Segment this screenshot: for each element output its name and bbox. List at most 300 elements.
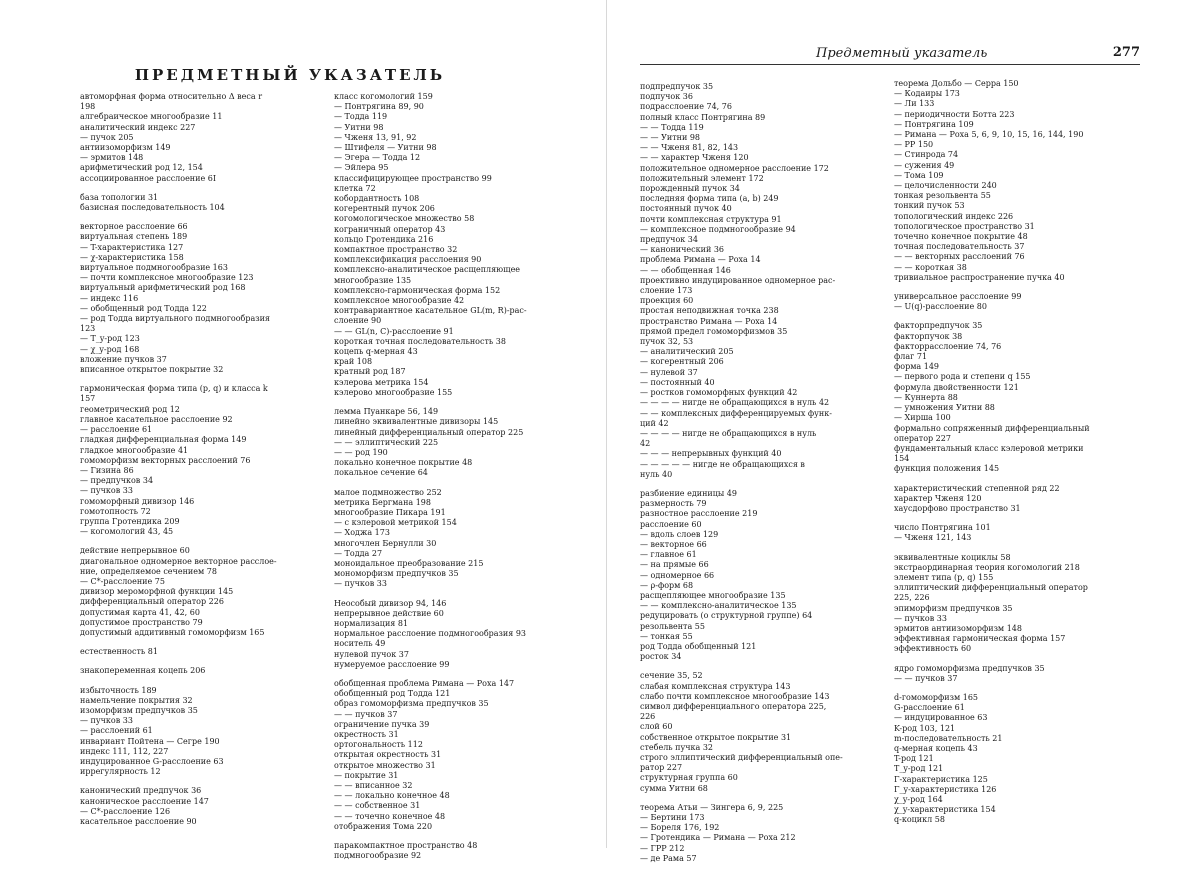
index-entry: каноническое расслоение 147 [80, 796, 209, 806]
index-entry: эффективная гармоническая форма 157 [894, 634, 1066, 644]
index-entry: сечение 35, 52 [640, 671, 703, 681]
index-entry: — — вписанное 32 [334, 781, 413, 790]
index-entry: — одномерное 66 [640, 570, 715, 580]
index-group [80, 193, 330, 213]
index-entry: — пучков 33 [80, 716, 133, 726]
index-entry: факторпучок 38 [894, 331, 963, 341]
index-entry: — Бореля 176, 192 [640, 823, 720, 833]
index-entry: подпредпучок 35 [640, 82, 714, 91]
index-entry: сумма Уитни 68 [640, 783, 708, 793]
index-entry: — T-характеристика 127 [80, 242, 184, 252]
index-entry: тривиальное распространение пучка 40 [894, 272, 1065, 282]
index-entry: векторное расслоение 66 [80, 222, 188, 232]
index-entry: ограничение пучка 39 [334, 719, 430, 729]
index-entry: пучок 32, 53 [640, 337, 694, 347]
index-entry: — Штифеля — Уитни 98 [334, 143, 437, 153]
index-entry: — Куннерта 88 [894, 392, 958, 402]
index-entry: строго эллиптический дифференциальный опе- [640, 753, 843, 762]
index-entry: — — пучков 37 [334, 709, 398, 719]
index-entry: — — GL(n, C)-расслоение 91 [334, 326, 454, 336]
index-entry: эллиптический дифференциальный оператор [894, 583, 1088, 593]
index-entry: прямой предел гомоморфизмов 35 [640, 326, 788, 336]
index-entry: точная последовательность 37 [894, 242, 1025, 252]
index-entry: K-род 103, 121 [894, 723, 956, 733]
index-entry: гомоморфный дивизор 146 [80, 496, 195, 506]
index-entry: гладкая дифференциальная форма 149 [80, 435, 247, 445]
index-group [894, 484, 1144, 515]
index-group [80, 686, 330, 778]
index-group [640, 671, 890, 793]
index-entry: — — — — нигде не обращающихся в нуль [640, 428, 817, 438]
index-entry: простая неподвижная точка 238 [640, 306, 779, 316]
index-entry: окрестность 31 [334, 729, 399, 739]
index-entry: — ρ-форм 68 [640, 580, 694, 590]
index-entry: — когомологий 43, 45 [80, 527, 174, 537]
index-entry: — — — — — нигде не обращающихся в [640, 459, 805, 469]
index-entry: слоение 173 [640, 286, 693, 296]
index-entry: — χ-характеристика 158 [80, 252, 184, 262]
index-entry: нормализация 81 [334, 618, 409, 628]
index-entry: 154 [894, 454, 910, 464]
index-entry: образ гомоморфизма предпучков 35 [334, 699, 489, 709]
index-entry: 226 [640, 712, 656, 722]
index-entry: линейно эквивалентные дивизоры 145 [334, 417, 499, 427]
index-entry: оператор 227 [894, 433, 951, 443]
running-head-title: Предметный указатель [816, 46, 988, 61]
index-entry: — Эйлера 95 [334, 163, 389, 173]
index-column-3 [640, 82, 890, 873]
index-entry: кратный род 187 [334, 367, 406, 377]
index-entry: кограничный оператор 43 [334, 224, 446, 234]
index-entry: короткая точная последовательность 38 [334, 336, 506, 346]
index-entry: полный класс Понтрягина 89 [640, 112, 766, 122]
index-group [334, 488, 596, 590]
index-entry: отображения Тома 220 [334, 821, 433, 831]
index-entry: — Понтрягина 109 [894, 119, 974, 129]
index-entry: изоморфизм предпучков 35 [80, 705, 198, 715]
index-entry: действие непрерывное 60 [80, 546, 190, 556]
index-entry: алгебраическое многообразие 11 [80, 112, 223, 122]
index-entry: паракомпактное пространство 48 [334, 841, 478, 851]
index-entry: почти комплексная структура 91 [640, 214, 782, 224]
running-header [640, 42, 1140, 65]
index-entry: диагональное одномерное векторное расслое- [80, 556, 277, 566]
index-group [894, 553, 1144, 655]
index-entry: q-коцикл 58 [894, 815, 945, 825]
index-entry: слоение 90 [334, 316, 382, 326]
index-entry: подрасслоение 74, 76 [640, 102, 732, 112]
index-entry: — Эгера — Тодда 12 [334, 153, 421, 163]
index-entry: — первого рода и степени q 155 [894, 372, 1031, 382]
index-entry: 123 [80, 324, 96, 334]
index-entry: резольвента 55 [640, 621, 705, 631]
index-entry: формально сопряженный дифференциальный [894, 423, 1090, 433]
index-entry: характеристический степенной ряд 22 [894, 483, 1060, 493]
index-entry: род Тодда обобщенный 121 [640, 641, 757, 651]
index-entry: кобордантность 108 [334, 194, 420, 204]
index-entry: индуцированное G-расслоение 63 [80, 756, 224, 766]
index-entry: виртуальное подмногообразие 163 [80, 263, 228, 273]
index-entry: Γ_y-характеристика 126 [894, 784, 997, 794]
index-entry: проекция 60 [640, 296, 694, 306]
index-entry: нумеруемое расслоение 99 [334, 659, 450, 669]
index-entry: естественность 81 [80, 647, 158, 657]
index-entry: T_y-род 121 [894, 764, 944, 774]
index-entry: — сужения 49 [894, 160, 955, 170]
index-entry: — обобщенный род Тодда 122 [80, 303, 207, 313]
index-entry: — аналитический 205 [640, 347, 734, 357]
index-entry: q-мерная коцепь 43 [894, 743, 978, 753]
index-entry: — Понтрягина 89, 90 [334, 102, 424, 112]
index-entry: — — короткая 38 [894, 262, 967, 272]
index-entry: — род Тодда виртуального подмногообразия [80, 314, 270, 324]
index-entry: гомоморфизм векторных расслоений 76 [80, 455, 251, 465]
index-entry: допустимый аддитивный гомоморфизм 165 [80, 627, 265, 637]
index-entry: — — обобщенная 146 [640, 265, 731, 275]
index-group [80, 546, 330, 638]
index-entry: многообразие Пикара 191 [334, 507, 446, 517]
index-entry: вложение пучков 37 [80, 354, 167, 364]
index-entry: допустимая карта 41, 42, 60 [80, 607, 200, 617]
index-entry: тонкая резольвента 55 [894, 191, 991, 201]
index-entry: локальное сечение 64 [334, 468, 428, 478]
index-entry: редуцировать (о структурной группе) 64 [640, 611, 813, 621]
index-entry: комплексно-гармоническая форма 152 [334, 285, 501, 295]
index-entry: слабая комплексная структура 143 [640, 681, 791, 691]
index-entry: открытая окрестность 31 [334, 750, 442, 760]
index-entry: — целочисленности 240 [894, 181, 997, 191]
index-entry: — канонический 36 [640, 245, 725, 255]
index-entry: предпучок 34 [640, 235, 698, 245]
index-entry: локально конечное покрытие 48 [334, 458, 473, 468]
index-entry: эпиморфизм предпучков 35 [894, 603, 1013, 613]
index-entry: малое подмножество 252 [334, 487, 442, 497]
index-entry: край 108 [334, 357, 373, 367]
index-entry: — на прямые 66 [640, 560, 709, 570]
index-entry: лемма Пуанкаре 56, 149 [334, 407, 439, 417]
index-entry: главное касательное расслоение 92 [80, 414, 233, 424]
index-entry: — Тодда 119 [334, 112, 388, 122]
index-entry: обобщенная проблема Римана — Роха 147 [334, 678, 515, 688]
index-entry: — Стинрода 74 [894, 150, 959, 160]
index-entry: слабо почти комплексное многообразие 143 [640, 691, 830, 701]
index-entry: — — комплексно-аналитическое 135 [640, 601, 797, 611]
index-entry: вписанное открытое покрытие 32 [80, 365, 224, 375]
index-entry: 225, 226 [894, 593, 930, 603]
index-entry: когомологическое множество 58 [334, 214, 475, 224]
index-entry: подпучок 36 [640, 92, 693, 102]
index-entry: канонический предпучок 36 [80, 786, 202, 796]
index-group [334, 679, 596, 832]
index-entry: — — Уитни 98 [640, 133, 701, 143]
index-column-4 [894, 79, 1144, 835]
index-entry: кэлерово многообразие 155 [334, 387, 453, 397]
index-entry: — Хирша 100 [894, 413, 951, 423]
index-entry: d-гомоморфизм 165 [894, 692, 979, 702]
index-entry: моноидальное преобразование 215 [334, 558, 484, 568]
index-entry: коцепь q-мерная 43 [334, 347, 418, 357]
index-entry: — покрытие 31 [334, 770, 399, 780]
index-entry: геометрический род 12 [80, 404, 180, 414]
index-entry: автоморфная форма относительно Δ веса r [80, 92, 263, 101]
index-entry: топологическое пространство 31 [894, 221, 1035, 231]
index-entry: — тонкая 55 [640, 631, 693, 641]
index-entry: многочлен Бернулли 30 [334, 538, 437, 548]
index-entry: подмногообразие 92 [334, 851, 422, 861]
index-entry: обобщенный род Тодда 121 [334, 689, 451, 699]
index-entry: когерентный пучок 206 [334, 204, 435, 214]
index-entry: — — точечно конечное 48 [334, 811, 446, 821]
index-entry: — индуцированное 63 [894, 713, 988, 723]
index-group [334, 599, 596, 670]
index-entry: — вдоль слоев 129 [640, 529, 719, 539]
index-entry: непрерывное действие 60 [334, 608, 444, 618]
index-entry: избыточность 189 [80, 685, 157, 695]
index-entry: — — характер Чженя 120 [640, 153, 749, 163]
index-entry: — пучок 205 [80, 132, 134, 142]
index-entry: — эрмитов 148 [80, 153, 144, 163]
index-entry: кэлерова метрика 154 [334, 377, 429, 387]
index-column-1 [80, 92, 330, 836]
index-entry: — векторное 66 [640, 539, 707, 549]
index-entry: — — собственное 31 [334, 801, 421, 811]
index-entry: метрика Бергмана 198 [334, 497, 431, 507]
index-entry: ратор 227 [640, 763, 683, 773]
index-group [80, 647, 330, 657]
index-group [894, 79, 1144, 283]
index-column-2 [334, 92, 596, 870]
index-entry: ций 42 [640, 418, 669, 428]
index-entry: — — векторных расслоений 76 [894, 252, 1025, 262]
index-entry: гладкое многообразие 41 [80, 445, 189, 455]
index-entry: число Понтрягина 101 [894, 523, 991, 533]
index-entry: — Чженя 121, 143 [894, 533, 972, 543]
index-entry: теорема Дольбо — Серра 150 [894, 79, 1019, 88]
index-entry: разбиение единицы 49 [640, 488, 737, 498]
index-entry: — Тома 109 [894, 170, 944, 180]
index-entry: класс когомологий 159 [334, 92, 433, 101]
index-title: ПРЕДМЕТНЫЙ УКАЗАТЕЛЬ [134, 66, 446, 84]
index-entry: виртуальный арифметический род 168 [80, 283, 246, 293]
index-group [80, 666, 330, 676]
index-entry: базисная последовательность 104 [80, 203, 225, 213]
index-entry: — расслоений 61 [80, 726, 153, 736]
index-entry: фундаментальный класс кэлеровой метрики [894, 443, 1084, 453]
index-group [894, 523, 1144, 543]
index-entry: расслоение 60 [640, 519, 702, 529]
index-entry: мономорфизм предпучков 35 [334, 569, 459, 579]
index-entry: — постоянный 40 [640, 377, 715, 387]
index-entry: — предпучков 34 [80, 476, 154, 486]
index-entry: T-род 121 [894, 754, 934, 764]
index-entry: порожденный пучок 34 [640, 184, 740, 194]
index-entry: — C*-расслоение 126 [80, 806, 171, 816]
index-entry: точечно конечное покрытие 48 [894, 232, 1028, 242]
index-entry: — пучков 33 [894, 613, 947, 623]
index-entry: — — — непрерывных функций 40 [640, 449, 782, 459]
index-entry: — главное 61 [640, 550, 697, 560]
index-entry: — ГРР 212 [640, 843, 685, 853]
index-entry: ядро гомоморфизма предпучков 35 [894, 663, 1045, 673]
index-entry: слой 60 [640, 722, 673, 732]
index-entry: — ростков гомоморфных функций 42 [640, 388, 798, 398]
index-entry: многообразие 135 [334, 275, 412, 285]
index-entry: намельчение покрытия 32 [80, 695, 193, 705]
index-entry: χ_y-род 164 [894, 795, 943, 804]
index-entry: контравариантное касательное GL(m, R)-рас- [334, 306, 527, 316]
index-entry: — Ли 133 [894, 99, 935, 109]
index-entry: гомотопность 72 [80, 506, 151, 516]
index-entry: — почти комплексное многообразие 123 [80, 273, 254, 283]
index-entry: — — — — нигде не обращающихся в нуль 42 [640, 398, 830, 408]
index-entry: допустимое пространство 79 [80, 617, 203, 627]
index-entry: расщепляющее многообразие 135 [640, 590, 786, 600]
index-entry: — Гизина 86 [80, 465, 134, 475]
index-entry: аналитический индекс 227 [80, 122, 196, 132]
index-entry: 42 [640, 439, 651, 449]
index-entry: росток 34 [640, 652, 682, 662]
index-entry: эрмитов антиизоморфизм 148 [894, 623, 1022, 633]
index-entry: разностное расслоение 219 [640, 509, 758, 519]
index-group [80, 786, 330, 827]
index-entry: тонкий пучок 53 [894, 201, 965, 211]
index-entry: функция положения 145 [894, 464, 1000, 474]
index-group [640, 489, 890, 662]
index-entry: — пучков 33 [80, 486, 133, 496]
index-entry: — пучков 33 [334, 579, 387, 589]
index-group [334, 92, 596, 398]
index-entry: комплексное многообразие 42 [334, 296, 465, 306]
index-entry: — Уитни 98 [334, 122, 384, 132]
index-entry: формула двойственности 121 [894, 382, 1019, 392]
index-entry: стебель пучка 32 [640, 742, 713, 752]
index-entry: — — Чженя 81, 82, 143 [640, 143, 739, 153]
index-entry: — Римана — Роха 5, 6, 9, 10, 15, 16, 144, 190 [894, 130, 1084, 140]
index-entry: — Бертини 173 [640, 813, 705, 823]
index-entry: 198 [80, 102, 96, 112]
index-entry: нормальное расслоение подмногообразия 93 [334, 629, 526, 639]
index-entry: проективно индуцированное одномерное рас- [640, 275, 836, 285]
index-entry: — комплексное подмногообразие 94 [640, 224, 796, 234]
index-entry: индекс 111, 112, 227 [80, 746, 169, 756]
index-entry: линейный дифференциальный оператор 225 [334, 427, 524, 437]
index-entry: — — эллиптический 225 [334, 437, 439, 447]
index-entry: — с кэлеровой метрикой 154 [334, 518, 457, 528]
index-entry: 157 [80, 394, 96, 404]
index-entry: дивизор мероморфной функции 145 [80, 587, 234, 597]
index-entry: топологический индекс 226 [894, 211, 1014, 221]
index-group [80, 92, 330, 184]
index-entry: знакопеременная коцепь 206 [80, 666, 206, 676]
index-entry: комплексификация расслоения 90 [334, 255, 482, 265]
index-entry: дифференциальный оператор 226 [80, 597, 224, 607]
index-entry: классифицирующее пространство 99 [334, 173, 492, 183]
index-entry: — индекс 116 [80, 293, 139, 303]
index-entry: эффективность 60 [894, 644, 972, 654]
index-entry: ние, определяемое сечением 78 [80, 566, 217, 576]
index-entry: ортогональность 112 [334, 740, 423, 750]
index-entry: нуль 40 [640, 469, 673, 479]
index-entry: база топологии 31 [80, 192, 159, 202]
index-entry: универсальное расслоение 99 [894, 292, 1022, 302]
index-entry: клетка 72 [334, 183, 376, 193]
index-entry: проблема Римана — Роха 14 [640, 255, 761, 265]
index-entry: — T_y-род 123 [80, 334, 140, 344]
page-number: 277 [1112, 45, 1140, 60]
index-group [640, 803, 890, 864]
index-entry: форма 149 [894, 362, 940, 372]
index-group [80, 222, 330, 375]
index-entry: последняя форма типа (a, b) 249 [640, 194, 779, 204]
index-entry: инвариант Пойтена — Сегре 190 [80, 736, 220, 746]
index-entry: — Гротендика — Римана — Роха 212 [640, 833, 796, 843]
index-entry: компактное пространство 32 [334, 245, 458, 255]
index-entry: флаг 71 [894, 352, 928, 362]
index-entry: — когерентный 206 [640, 357, 724, 367]
index-entry: — — род 190 [334, 447, 388, 457]
index-entry: — Ходжа 173 [334, 528, 390, 538]
index-entry: χ_y-характеристика 154 [894, 805, 996, 815]
index-entry: открытое множество 31 [334, 760, 436, 770]
index-entry: — — Тодда 119 [640, 122, 704, 132]
index-entry: — Кодаиры 173 [894, 89, 960, 99]
index-entry: — периодичности Ботта 223 [894, 109, 1015, 119]
index-entry: положительный элемент 172 [640, 173, 764, 183]
index-entry: антиизоморфизм 149 [80, 143, 171, 153]
index-entry: — умножения Уитни 88 [894, 403, 995, 413]
index-entry: — — пучков 37 [894, 673, 958, 683]
index-entry: арифметический род 12, 154 [80, 163, 203, 173]
index-entry: пространство Римана — Роха 14 [640, 316, 778, 326]
index-entry: — расслоение 61 [80, 425, 153, 435]
index-group [894, 664, 1144, 684]
index-entry: теорема Атьи — Зингера 6, 9, 225 [640, 802, 784, 812]
index-entry: — C*-расслоение 75 [80, 576, 165, 586]
index-entry: нулевой пучок 37 [334, 649, 409, 659]
index-entry: — де Рама 57 [640, 853, 697, 863]
index-entry: экстраординарная теория когомологий 218 [894, 562, 1080, 572]
index-entry: виртуальная степень 189 [80, 232, 188, 242]
index-entry: структурная группа 60 [640, 773, 738, 783]
index-entry: размерность 79 [640, 499, 707, 509]
index-entry: собственное открытое покрытие 31 [640, 732, 792, 742]
left-page [0, 0, 600, 861]
index-entry: кольцо Гротендика 216 [334, 234, 434, 244]
index-group [894, 292, 1144, 312]
index-entry: группа Гротендика 209 [80, 516, 180, 526]
index-entry: постоянный пучок 40 [640, 204, 732, 214]
index-entry: Γ-характеристика 125 [894, 774, 988, 784]
index-entry: комплексно-аналитическое расщепляющее [334, 265, 521, 275]
index-entry: — U(q)-расслоение 80 [894, 302, 987, 312]
index-entry: ассоциированное расслоение 6I [80, 173, 216, 183]
index-entry: факторпредпучок 35 [894, 321, 983, 331]
index-entry: факторрасслоение 74, 76 [894, 341, 1002, 351]
index-entry: касательное расслоение 90 [80, 817, 197, 826]
index-group [80, 384, 330, 537]
index-entry: — — локально конечное 48 [334, 791, 450, 801]
index-entry: характер Чженя 120 [894, 493, 982, 503]
index-entry: — Тодда 27 [334, 548, 383, 558]
index-entry: символ дифференциального оператора 225, [640, 701, 827, 711]
index-entry: эквивалентные коциклы 58 [894, 552, 1011, 562]
index-group [334, 407, 596, 478]
index-entry: — Чженя 13, 91, 92 [334, 132, 417, 142]
index-entry: m-последовательность 21 [894, 733, 1003, 743]
index-entry: положительное одномерное расслоение 172 [640, 163, 829, 173]
index-entry: иррегулярность 12 [80, 767, 161, 777]
index-group [894, 321, 1144, 474]
